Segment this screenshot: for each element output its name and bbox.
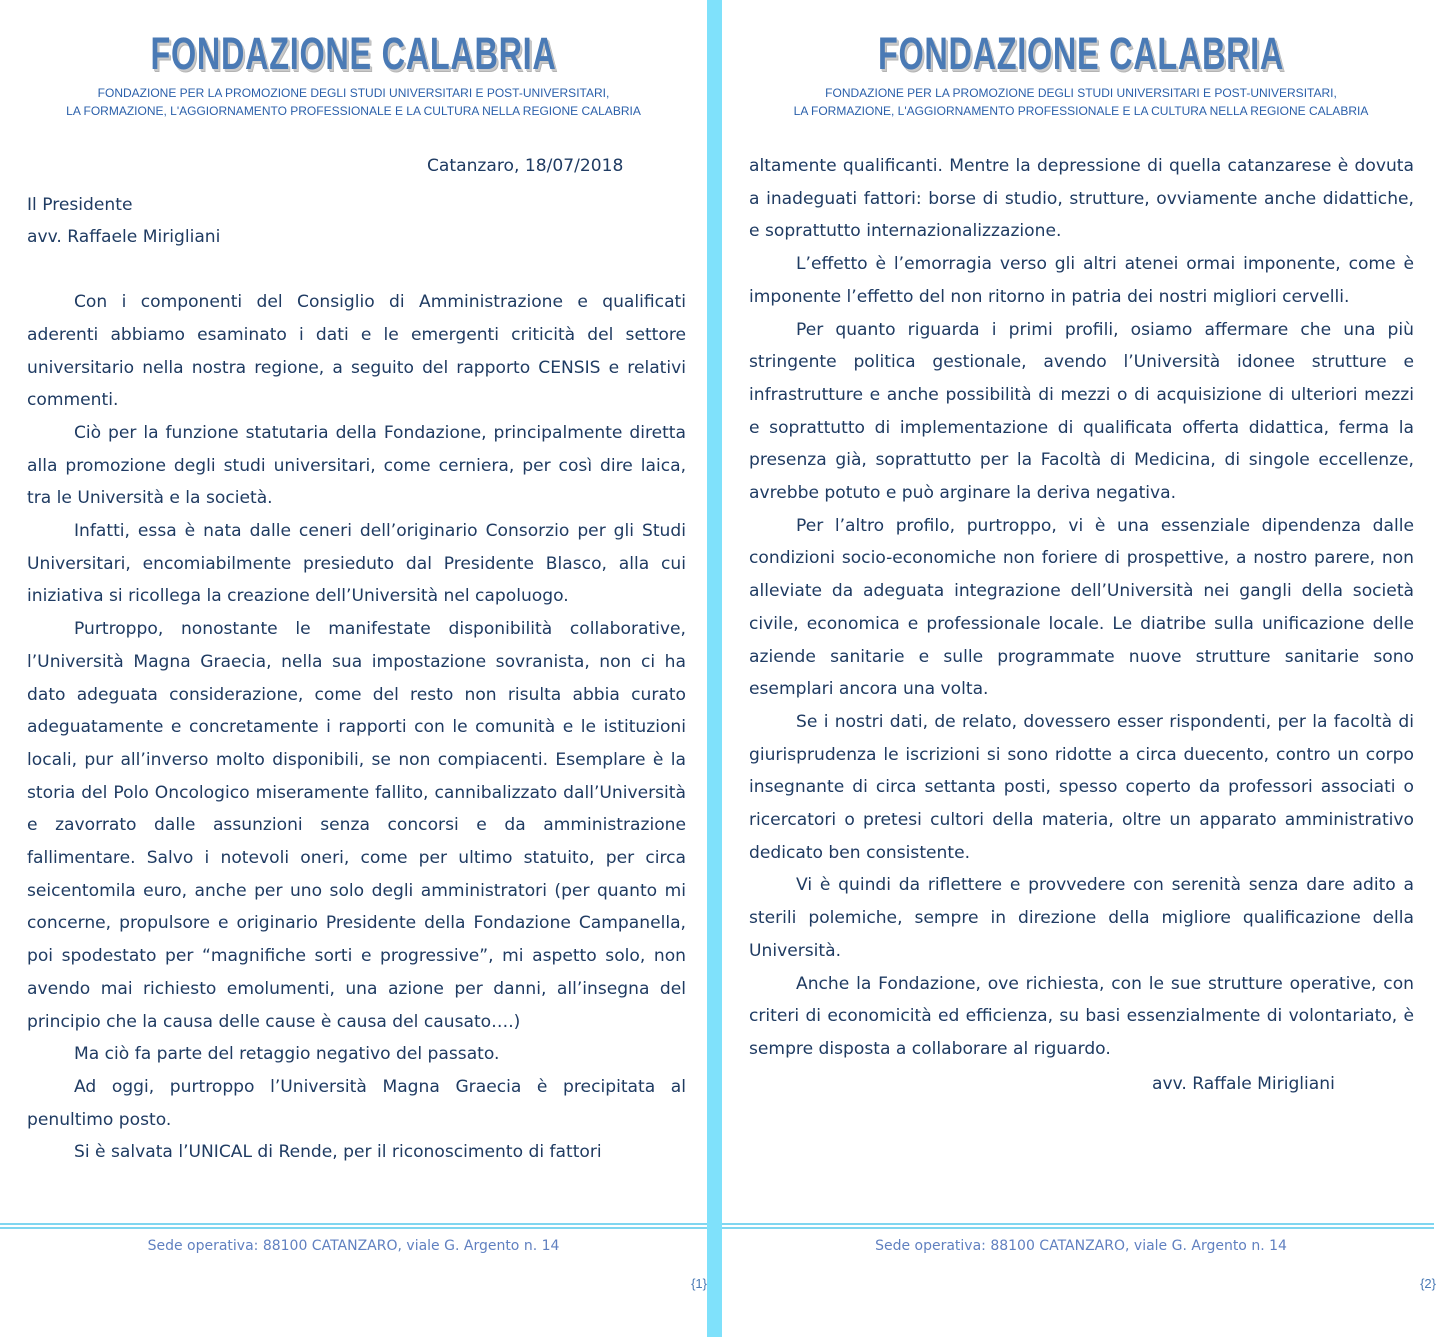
- paragraph: Con i componenti del Consiglio di Amministrazione e qualificati aderenti abbiamo esaminato i dati e le emergenti criticità del settore universitario nella nostra regione, a seguito del rapporto CENSIS e relativi commenti.: [27, 292, 686, 411]
- paragraph: Purtroppo, nonostante le manifestate disponibilità collaborative, l’Università Magna Graecia, nella sua impostazione sovranista, non ci ha dato adeguata considerazione, come del resto non risulta abbia curato adeguatamente e concretamente i rapporti con le comunità e le istituzioni locali, pur all’inverso molto disponibili, se non compiacenti. Esemplare è la storia del Polo Oncologico miseramente fallito, cannibalizzato dall’Università e zavorrato dalle assunzioni senza concorsi e da amministrazione fallimentare. Salvo i notevoli oneri, come per ultimo statuito, per circa seicentomila euro, anche per uno solo degli amministratori (per quanto mi concerne, propulsore e originario Presidente della Fondazione Campanella, poi spodestato per “magnifiche sorti e progressive”, mi aspetto solo, non avendo mai richiesto emolumenti, una azione per danni, all’insegna del principio che la causa delle cause è causa del causato….): [27, 619, 686, 1032]
- letter-body-page-1: [27, 150, 686, 1169]
- footer-address: Sede operativa: 88100 CATANZARO, viale G. Argento n. 14: [147, 1238, 560, 1254]
- letter-body-page-2: [749, 150, 1414, 1100]
- paragraph: Ciò per la funzione statutaria della Fondazione, principalmente diretta alla promozione degli studi universitari, come cerniera, per così dire laica, tra le Università e la società.: [27, 422, 686, 509]
- foundation-title: FONDAZIONE CALABRIA: [150, 28, 557, 79]
- paragraph: Si è salvata l’UNICAL di Rende, per il riconoscimento di fattori: [74, 1142, 602, 1163]
- subtitle-line-1: FONDAZIONE PER LA PROMOZIONE DEGLI STUDI UNIVERSITARI E POST-UNIVERSITARI,: [825, 86, 1337, 100]
- paragraph: Infatti, essa è nata dalle ceneri dell’originario Consorzio per gli Studi Universitari, encomiabilmente presieduto dal Presidente Blasco, alla cui iniziativa si ricollega la creazione dell’Università nel capoluogo.: [27, 521, 686, 607]
- footer-divider: [0, 1223, 707, 1229]
- paragraph: Per l’altro profilo, purtroppo, vi è una essenziale dipendenza dalle condizioni socio-economiche non foriere di prospettive, a nostro parere, non alleviate da adeguata integrazione dell’Università nei gangli della società civile, economica e professionale locale. Le diatribe sulla unificazione delle aziende sanitarie e sulle programmate nuove strutture sanitarie sono esemplari ancora una volta.: [749, 515, 1414, 700]
- signature: avv. Raffale Mirigliani: [1152, 1073, 1335, 1094]
- paragraph-continued: altamente qualificanti. Mentre la depressione di quella catanzarese è dovuta a inadeguati fattori: borse di studio, strutture, ovviamente anche didattiche, e soprattutto internazionalizzazione.: [749, 156, 1414, 242]
- footer-divider: [722, 1223, 1434, 1229]
- sender-name: avv. Raffaele Mirigliani: [27, 227, 221, 248]
- paragraph: Se i nostri dati, de relato, dovessero esser rispondenti, per la facoltà di giurisprudenza le iscrizioni si sono ridotte a circa duecento, contro un corpo insegnante di circa settanta posti, spesso coperto da professori associati o ricercatori o pretesi cultori della materia, oltre un apparato amministrativo dedicato ben consistente.: [749, 711, 1414, 863]
- page-number: {2}: [1420, 1276, 1436, 1291]
- paragraph: Per quanto riguarda i primi profili, osiamo affermare che una più stringente politica gestionale, avendo l’Università idonee strutture e infrastrutture e anche possibilità di mezzi o di acquisizione di ulteriori mezzi e soprattutto di implementazione di qualificata offerta didattica, ferma la presenza già, soprattutto per la Facoltà di Medicina, di singole eccellenze, avrebbe potuto e può arginare la deriva negativa.: [749, 319, 1414, 504]
- page-number: {1}: [691, 1276, 707, 1291]
- paragraph: Ad oggi, purtroppo l’Università Magna Graecia è precipitata al penultimo posto.: [27, 1076, 686, 1130]
- page-2: [722, 0, 1440, 1337]
- subtitle-line-2: LA FORMAZIONE, L'AGGIORNAMENTO PROFESSIONALE E LA CULTURA NELLA REGIONE CALABRIA: [793, 104, 1369, 118]
- foundation-title: FONDAZIONE CALABRIA: [877, 28, 1285, 79]
- paragraph: Anche la Fondazione, ove richiesta, con le sue strutture operative, con criteri di economicità ed efficienza, su basi essenzialmente di volontariato, è sempre disposta a collaborare al riguardo.: [749, 973, 1414, 1059]
- foundation-subtitle: [722, 84, 1440, 120]
- foundation-subtitle: [0, 84, 707, 120]
- subtitle-line-1: FONDAZIONE PER LA PROMOZIONE DEGLI STUDI UNIVERSITARI E POST-UNIVERSITARI,: [97, 86, 610, 100]
- page-gutter: [707, 0, 722, 1337]
- letter-date: Catanzaro, 18/07/2018: [427, 156, 624, 176]
- subtitle-line-2: LA FORMAZIONE, L'AGGIORNAMENTO PROFESSIONALE E LA CULTURA NELLA REGIONE CALABRIA: [66, 104, 641, 118]
- page-1: [0, 0, 707, 1337]
- spacer: [27, 254, 686, 286]
- paragraph: Vi è quindi da riflettere e provvedere con serenità senza dare adito a sterili polemiche, sempre in direzione della migliore qualificazione della Università.: [749, 875, 1414, 961]
- paragraph: L’effetto è l’emorragia verso gli altri atenei ormai imponente, come è imponente l’effetto del non ritorno in patria dei nostri migliori cervelli.: [749, 254, 1414, 307]
- paragraph: Ma ciò fa parte del retaggio negativo del passato.: [74, 1044, 500, 1065]
- footer-address: Sede operativa: 88100 CATANZARO, viale G. Argento n. 14: [875, 1238, 1287, 1254]
- sender-role: Il Presidente: [27, 194, 133, 215]
